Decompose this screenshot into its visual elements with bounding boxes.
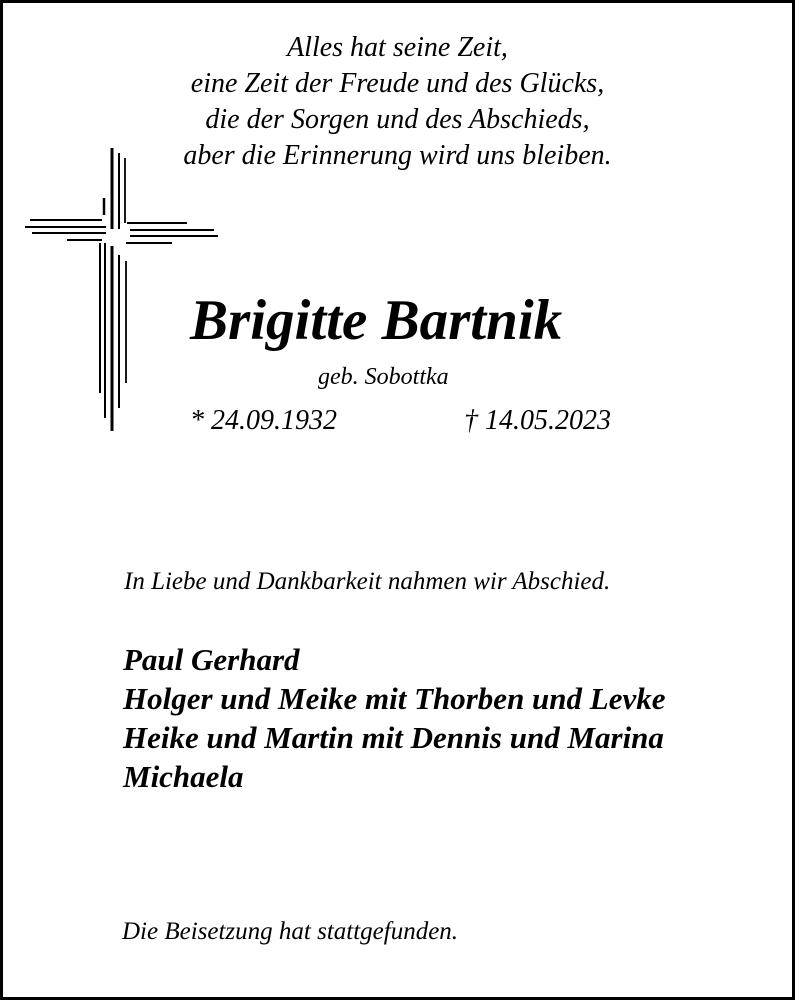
poem-line: die der Sorgen und des Abschieds,: [205, 104, 590, 135]
mourner-line: Holger und Meike mit Thorben und Levke: [123, 681, 666, 716]
deceased-name: Brigitte Bartnik: [190, 289, 563, 352]
poem-line: eine Zeit der Freude und des Glücks,: [190, 68, 605, 99]
mourners-list: [123, 640, 666, 796]
maiden-name: geb. Sobottka: [318, 364, 449, 390]
mourner-line: Heike und Martin mit Dennis und Marina: [123, 720, 664, 755]
birth-date: * 24.09.1932: [190, 405, 337, 436]
mourner-line: Paul Gerhard: [123, 642, 300, 677]
poem-line: aber die Erinnerung wird uns bleiben.: [183, 140, 612, 171]
death-date: † 14.05.2023: [464, 405, 611, 436]
farewell-text: In Liebe und Dankbarkeit nahmen wir Abschied.: [124, 568, 611, 595]
poem-line: Alles hat seine Zeit,: [287, 32, 508, 63]
mourner-line: Michaela: [123, 759, 244, 794]
burial-note: Die Beisetzung hat stattgefunden.: [122, 918, 459, 945]
